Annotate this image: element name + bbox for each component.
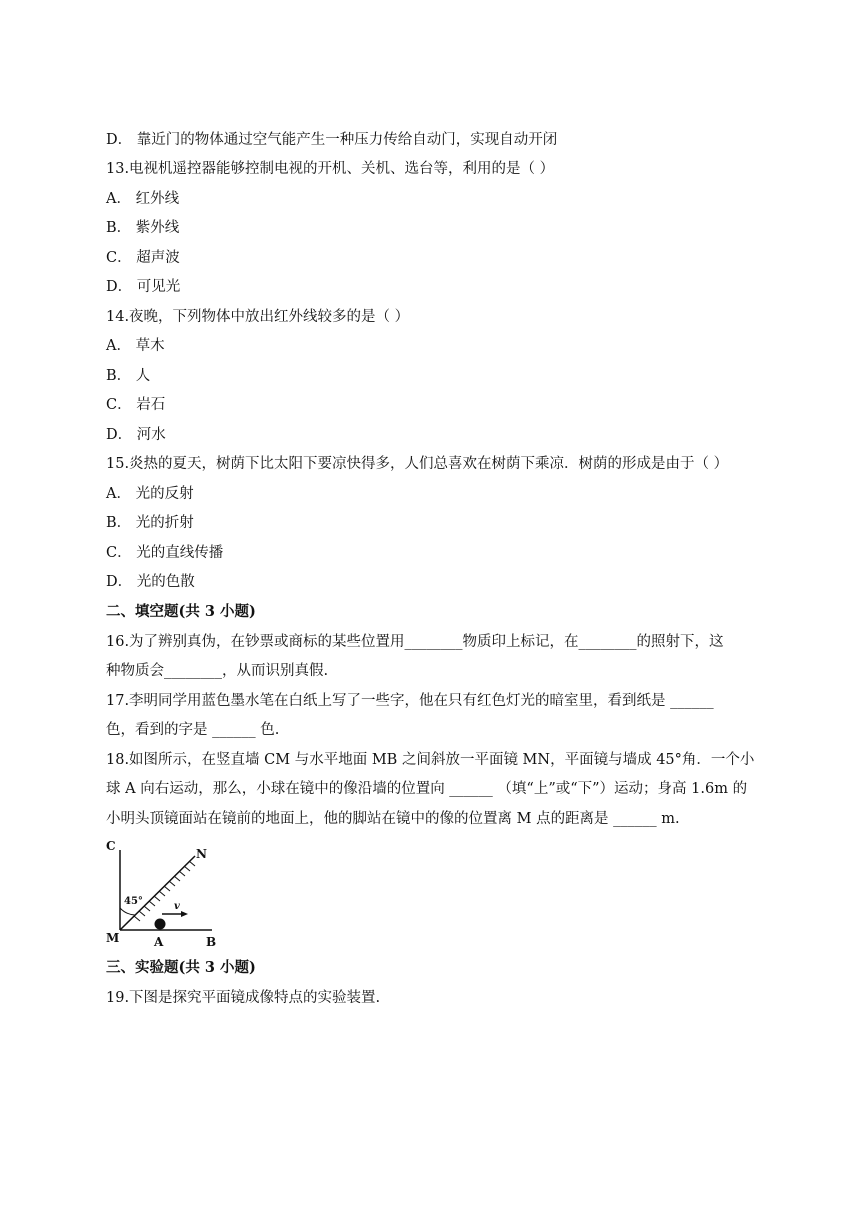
q13-option-b: B． 紫外线 — [106, 220, 180, 236]
section-heading-experiment: 三、实验题(共 3 小题) — [106, 959, 256, 976]
section-heading-fill-in: 二、填空题(共 3 小题) — [106, 603, 256, 620]
q13-stem: 13.电视机遥控器能够控制电视的开机、关机、选台等，利用的是（ ） — [106, 161, 555, 177]
angle-arc — [120, 908, 135, 915]
ball-a — [155, 919, 166, 930]
q13-option-c: C． 超声波 — [106, 250, 180, 266]
q16-line-1: 16.为了辨别真伪，在钞票或商标的某些位置用________物质印上标记，在________的照射下，这 — [106, 634, 724, 650]
q15-stem: 15.炎热的夏天，树荫下比太阳下要凉快得多，人们总喜欢在树荫下乘凉．树荫的形成是由于（ ） — [106, 456, 729, 472]
label-n: N — [196, 847, 207, 861]
mirror-line — [120, 856, 195, 930]
q16-line-2: 种物质会________，从而识别真假. — [106, 663, 329, 679]
q12-option-d: D． 靠近门的物体通过空气能产生一种压力传给自动门，实现自动开闭 — [106, 132, 558, 148]
q14-option-b: B． 人 — [106, 368, 151, 384]
q14-option-a: A． 草木 — [106, 338, 165, 354]
label-a: A — [154, 935, 164, 949]
q15-option-a: A． 光的反射 — [106, 486, 194, 502]
velocity-arrowhead — [181, 911, 188, 917]
label-angle: 45° — [124, 896, 143, 907]
q13-option-d: D． 可见光 — [106, 279, 181, 295]
label-v: v — [174, 901, 180, 912]
q17-line-2: 色，看到的字是 ______ 色. — [106, 722, 280, 738]
q14-option-c: C． 岩石 — [106, 397, 166, 413]
q14-option-d: D． 河水 — [106, 427, 166, 443]
q14-stem: 14.夜晚，下列物体中放出红外线较多的是（ ） — [106, 309, 410, 325]
mirror-hatching — [134, 861, 195, 921]
mirror-diagram — [100, 838, 230, 950]
label-c: C — [106, 839, 116, 853]
q18-line-3: 小明头顶镜面站在镜前的地面上，他的脚站在镜中的像的位置离 M 点的距离是 ______ m. — [106, 811, 680, 827]
q18-line-2: 球 A 向右运动，那么，小球在镜中的像沿墙的位置向 ______ （填“上”或“下”）运动；身高 1.6m 的 — [106, 781, 748, 797]
q19-stem: 19.下图是探究平面镜成像特点的实验装置. — [106, 990, 381, 1006]
q15-option-b: B． 光的折射 — [106, 515, 194, 531]
q13-option-a: A． 红外线 — [106, 191, 180, 207]
q15-option-c: C． 光的直线传播 — [106, 545, 224, 561]
label-b: B — [206, 935, 217, 949]
q18-line-1: 18.如图所示，在竖直墙 CM 与水平地面 MB 之间斜放一平面镜 MN，平面镜与墙成 45°角．一个小 — [106, 752, 755, 768]
label-m: M — [106, 931, 120, 945]
q15-option-d: D． 光的色散 — [106, 574, 195, 590]
q17-line-1: 17.李明同学用蓝色墨水笔在白纸上写了一些字，他在只有红色灯光的暗室里，看到纸是 ______ — [106, 693, 714, 709]
